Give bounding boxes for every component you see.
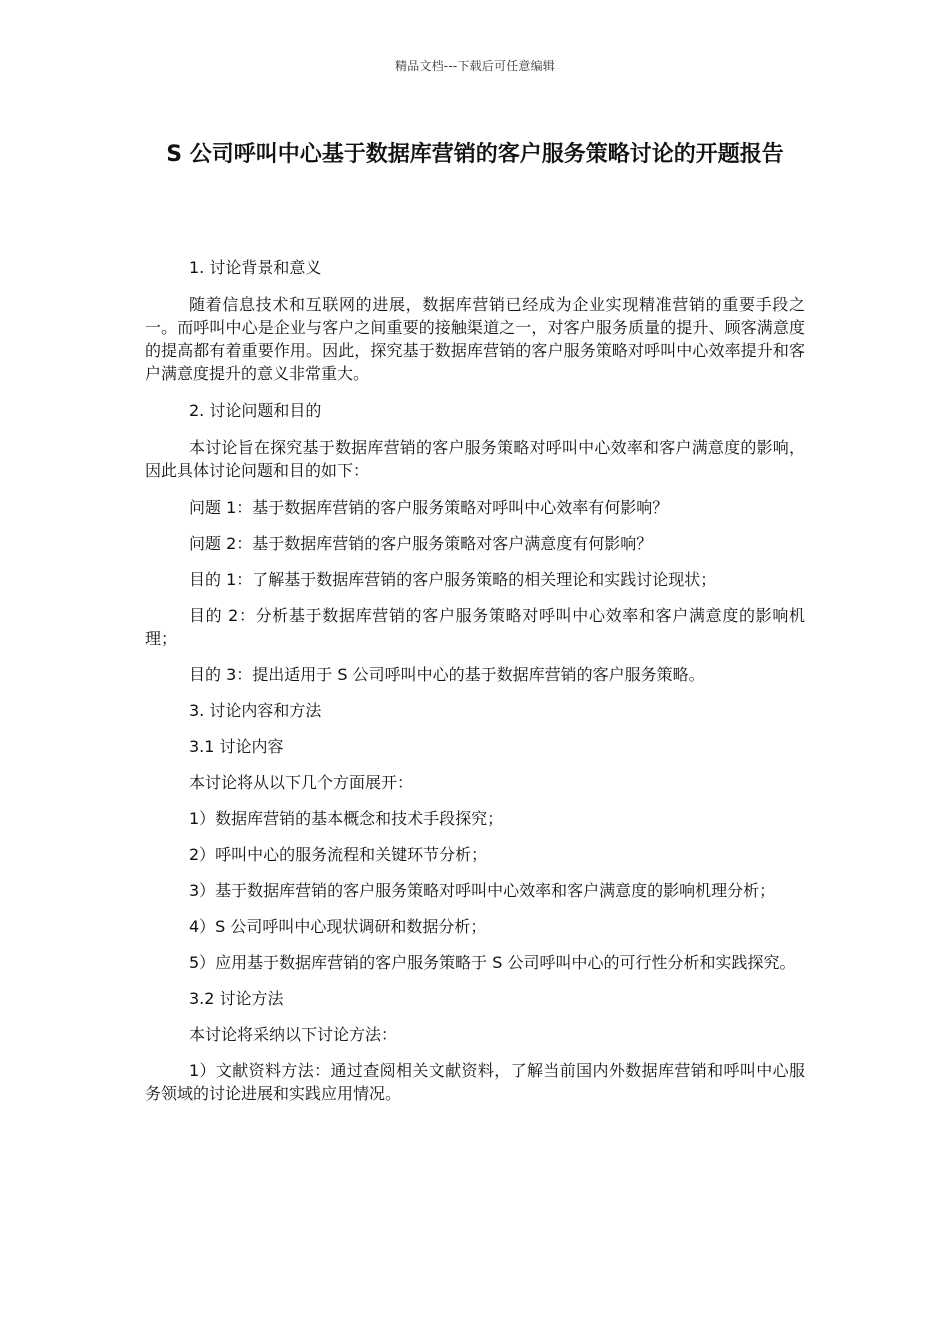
list-item: 1）文献资料方法：通过查阅相关文献资料，了解当前国内外数据库营销和呼叫中心服务领域的讨论进展和实践应用情况。 [145, 1061, 805, 1103]
paragraph: 本讨论旨在探究基于数据库营销的客户服务策略对呼叫中心效率和客户满意度的影响，因此具体讨论问题和目的如下： [145, 438, 805, 480]
list-item: 目的 1：了解基于数据库营销的客户服务策略的相关理论和实践讨论现状； [189, 570, 717, 589]
list-item: 2）呼叫中心的服务流程和关键环节分析； [189, 845, 488, 864]
paragraph: 随着信息技术和互联网的进展，数据库营销已经成为企业实现精准营销的重要手段之一。而呼叫中心是企业与客户之间重要的接触渠道之一，对客户服务质量的提升、顾客满意度的提高都有着重要作用。因此，探究基于数据库营销的客户服务策略对呼叫中心效率提升和客户满意度提升的意义非常重大。 [145, 295, 805, 383]
list-item: 3）基于数据库营销的客户服务策略对呼叫中心效率和客户满意度的影响机理分析； [189, 881, 776, 900]
list-item: 问题 2：基于数据库营销的客户服务策略对客户满意度有何影响？ [189, 534, 653, 553]
subsection-heading: 3.2 讨论方法 [189, 989, 284, 1008]
document-title: S 公司呼叫中心基于数据库营销的客户服务策略讨论的开题报告 [166, 142, 784, 167]
list-item: 5）应用基于数据库营销的客户服务策略于 S 公司呼叫中心的可行性分析和实践探究。 [189, 953, 796, 972]
list-item: 目的 3：提出适用于 S 公司呼叫中心的基于数据库营销的客户服务策略。 [189, 665, 705, 684]
document-body [145, 256, 805, 1118]
subsection-heading: 3.1 讨论内容 [189, 737, 284, 756]
section-heading: 3. 讨论内容和方法 [189, 701, 322, 720]
paragraph: 本讨论将采纳以下讨论方法： [189, 1025, 398, 1044]
section-heading: 2. 讨论问题和目的 [189, 401, 322, 420]
list-item: 1）数据库营销的基本概念和技术手段探究； [189, 809, 504, 828]
header-note: 精品文档---下载后可任意编辑 [395, 59, 555, 73]
section-heading: 1. 讨论背景和意义 [189, 258, 322, 277]
paragraph: 本讨论将从以下几个方面展开： [189, 773, 414, 792]
list-item: 4）S 公司呼叫中心现状调研和数据分析； [189, 917, 487, 936]
list-item: 问题 1：基于数据库营销的客户服务策略对呼叫中心效率有何影响？ [189, 498, 669, 517]
list-item: 目的 2：分析基于数据库营销的客户服务策略对呼叫中心效率和客户满意度的影响机理； [145, 606, 805, 648]
